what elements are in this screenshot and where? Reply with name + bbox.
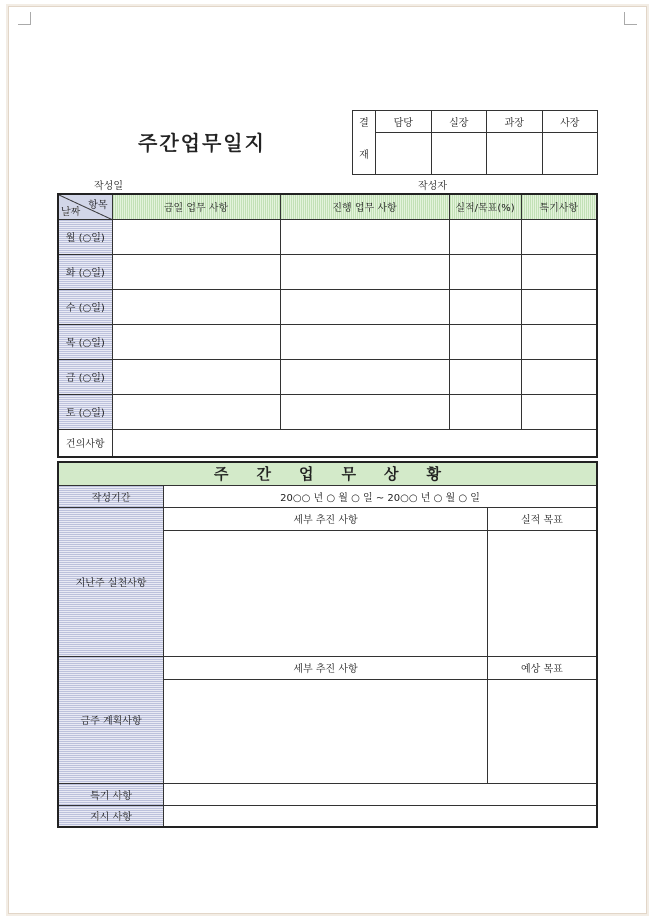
entry-cell[interactable]	[112, 394, 280, 429]
this-week-detail-cell[interactable]	[164, 679, 488, 783]
instruction-cell[interactable]	[164, 805, 597, 827]
suggestion-label: 건의사항	[58, 429, 112, 457]
entry-cell[interactable]	[449, 219, 521, 254]
entry-cell[interactable]	[112, 359, 280, 394]
corner-bottom-label: 날짜	[61, 206, 81, 218]
day-label: 화 (○일)	[58, 254, 112, 289]
last-week-detail-cell[interactable]	[164, 530, 488, 656]
last-week-label: 지난주 실천사항	[58, 507, 164, 656]
day-label: 금 (○일)	[58, 359, 112, 394]
special-label: 특기 사항	[58, 783, 164, 805]
entry-cell[interactable]	[449, 359, 521, 394]
day-label: 수 (○일)	[58, 289, 112, 324]
entry-cell[interactable]	[280, 359, 449, 394]
approval-label-bottom: 재	[353, 133, 376, 175]
corner-top-label: 항목	[88, 200, 108, 211]
this-week-goal-cell[interactable]	[487, 679, 597, 783]
entry-cell[interactable]	[521, 219, 597, 254]
approval-role: 실장	[431, 111, 487, 133]
signature-cell[interactable]	[376, 133, 432, 175]
instruction-label: 지시 사항	[58, 805, 164, 827]
entry-cell[interactable]	[449, 254, 521, 289]
entry-cell[interactable]	[112, 324, 280, 359]
header-cell: 실적/목표(%)	[449, 194, 521, 219]
daily-table	[57, 193, 598, 458]
approval-role: 사장	[542, 111, 598, 133]
entry-cell[interactable]	[280, 394, 449, 429]
signature-cell[interactable]	[487, 133, 543, 175]
entry-cell[interactable]	[280, 254, 449, 289]
date-label: 작성일	[94, 181, 123, 192]
approval-box	[352, 110, 598, 175]
period-label: 작성기간	[58, 485, 164, 507]
approval-role: 담당	[376, 111, 432, 133]
this-week-goal-header: 예상 목표	[487, 656, 597, 679]
entry-cell[interactable]	[449, 289, 521, 324]
entry-cell[interactable]	[112, 289, 280, 324]
period-value[interactable]: 20○○ 년 ○ 월 ○ 일 ~ 20○○ 년 ○ 월 ○ 일	[164, 485, 597, 507]
entry-cell[interactable]	[521, 289, 597, 324]
entry-cell[interactable]	[280, 324, 449, 359]
entry-cell[interactable]	[521, 324, 597, 359]
signature-cell[interactable]	[542, 133, 598, 175]
entry-cell[interactable]	[112, 219, 280, 254]
last-week-goal-header: 실적 목표	[487, 507, 597, 530]
entry-cell[interactable]	[521, 394, 597, 429]
weekly-title	[58, 462, 597, 485]
entry-cell[interactable]	[521, 359, 597, 394]
special-cell[interactable]	[164, 783, 597, 805]
signature-cell[interactable]	[431, 133, 487, 175]
approval-label-top: 결	[353, 111, 376, 133]
suggestion-cell[interactable]	[112, 429, 597, 457]
entry-cell[interactable]	[521, 254, 597, 289]
last-week-goal-cell[interactable]	[487, 530, 597, 656]
weekly-title-text: 주간업무상황	[214, 465, 469, 484]
weekly-status-table	[57, 461, 598, 828]
last-week-detail-header: 세부 추진 사항	[164, 507, 488, 530]
entry-cell[interactable]	[449, 324, 521, 359]
author-label: 작성자	[418, 181, 447, 192]
day-label: 월 (○일)	[58, 219, 112, 254]
document-title: 주간업무일지	[138, 131, 266, 155]
header-corner-cell	[58, 194, 112, 219]
crop-mark	[18, 12, 31, 25]
header-cell: 금일 업무 사항	[112, 194, 280, 219]
this-week-detail-header: 세부 추진 사항	[164, 656, 488, 679]
entry-cell[interactable]	[449, 394, 521, 429]
entry-cell[interactable]	[112, 254, 280, 289]
day-label: 토 (○일)	[58, 394, 112, 429]
this-week-label: 금주 계획사항	[58, 656, 164, 783]
day-label: 목 (○일)	[58, 324, 112, 359]
entry-cell[interactable]	[280, 219, 449, 254]
approval-role: 과장	[487, 111, 543, 133]
entry-cell[interactable]	[280, 289, 449, 324]
header-cell: 진행 업무 사항	[280, 194, 449, 219]
crop-mark	[624, 12, 637, 25]
header-cell: 특기사항	[521, 194, 597, 219]
